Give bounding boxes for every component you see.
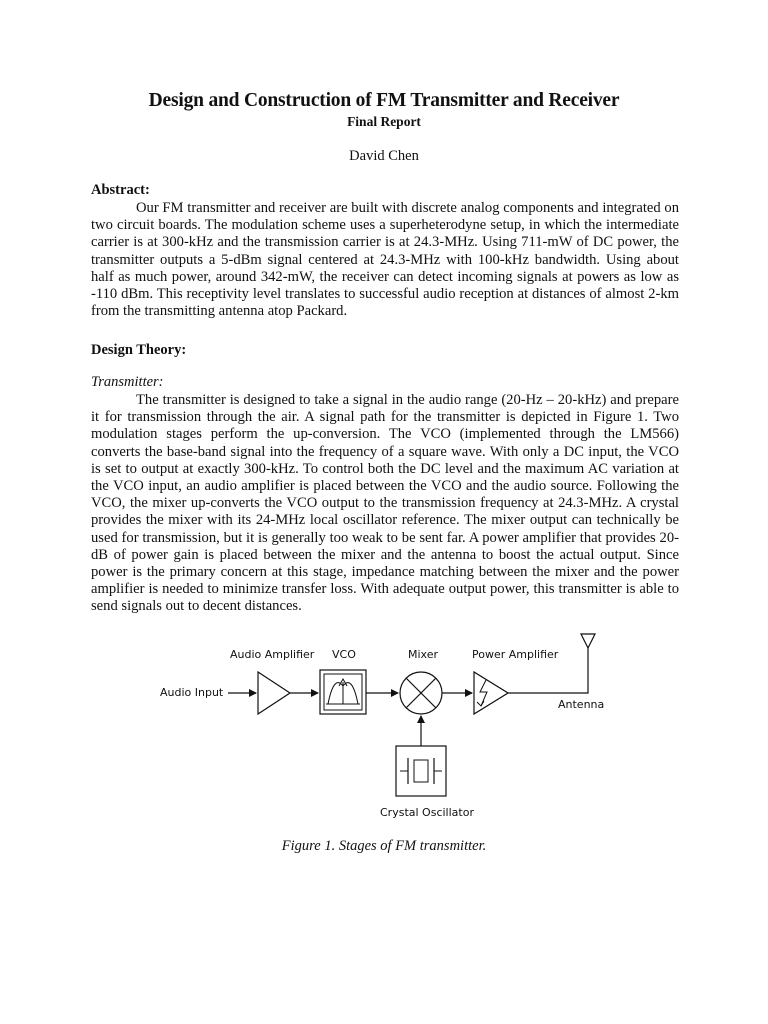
abstract-paragraph bbox=[91, 200, 679, 320]
antenna-icon bbox=[581, 634, 595, 648]
transmitter-block-diagram bbox=[150, 626, 610, 826]
transmitter-text: The transmitter is designed to take a signal in the audio range (20-Hz – 20-kHz) and prepare it for transmission through the air. A signal path for the transmitter is depicted in Figure 1. Two modulation stages perform the up-conversion. The VCO (implemented through the LM566) converts the base-band signal into the frequency of a square wave. With only a DC input, the VCO is set to output at exactly 300-kHz. To control both the DC level and the maximum AC variation at the VCO input, an audio amplifier is placed between the VCO and the audio source. Following the VCO, the mixer up-converts the VCO output to the transmission frequency at 24.3-MHz. A crystal provides the mixer with its 24-MHz local oscillator reference. The mixer output can technically be used for transmission, but it is generally too weak to be sent far. A power amplifier that provides 20-dB of power gain is placed between the mixer and the antenna to boost the actual output. Since power is the primary concern at this stage, impedance matching between the mixer and the power amplifier is needed to minimize transfer loss. With adequate output power, this transmitter is able to send signals out to decent distances. bbox=[91, 392, 679, 615]
block-diagram-svg bbox=[150, 626, 610, 826]
abstract-text: Our FM transmitter and receiver are built with discrete analog components and integrated on two circuit boards. The modulation scheme uses a superheterodyne setup, in which the intermediate carrier is at 300-kHz and the transmission carrier is at 24.3-MHz. Using 711-mW of DC power, the transmitter outputs a 5-dBm signal centered at 24.3-MHz with 100-kHz bandwidth. Using about half as much power, around 342-mW, the receiver can detect incoming signals at powers as low as -110 dBm. This receptivity level translates to successful audio reception at distances of almost 2-km from the transmitting antenna atop Packard. bbox=[91, 200, 679, 320]
paper-title: Design and Construction of FM Transmitter and Receiver bbox=[148, 90, 620, 111]
power-amplifier-icon bbox=[474, 672, 508, 714]
crystal-oscillator-icon bbox=[396, 746, 446, 796]
crystal-oscillator-label: Crystal Oscillator bbox=[380, 806, 474, 819]
author-name: David Chen bbox=[349, 148, 419, 164]
power-amplifier-label: Power Amplifier bbox=[472, 648, 559, 661]
design-theory-heading: Design Theory: bbox=[91, 342, 187, 358]
abstract-heading: Abstract: bbox=[91, 182, 150, 198]
paper-subtitle: Final Report bbox=[347, 114, 421, 129]
mixer-label: Mixer bbox=[408, 648, 439, 661]
mixer-icon bbox=[400, 672, 442, 714]
vco-label: VCO bbox=[332, 648, 356, 661]
vco-block-icon bbox=[320, 670, 366, 714]
transmitter-paragraph bbox=[91, 392, 679, 616]
audio-amplifier-icon bbox=[258, 672, 290, 714]
figure-caption: Figure 1. Stages of FM transmitter. bbox=[281, 838, 487, 854]
transmitter-heading: Transmitter: bbox=[91, 374, 164, 390]
audio-amplifier-label: Audio Amplifier bbox=[230, 648, 315, 661]
antenna-label: Antenna bbox=[558, 698, 605, 711]
audio-input-label: Audio Input bbox=[160, 686, 224, 699]
